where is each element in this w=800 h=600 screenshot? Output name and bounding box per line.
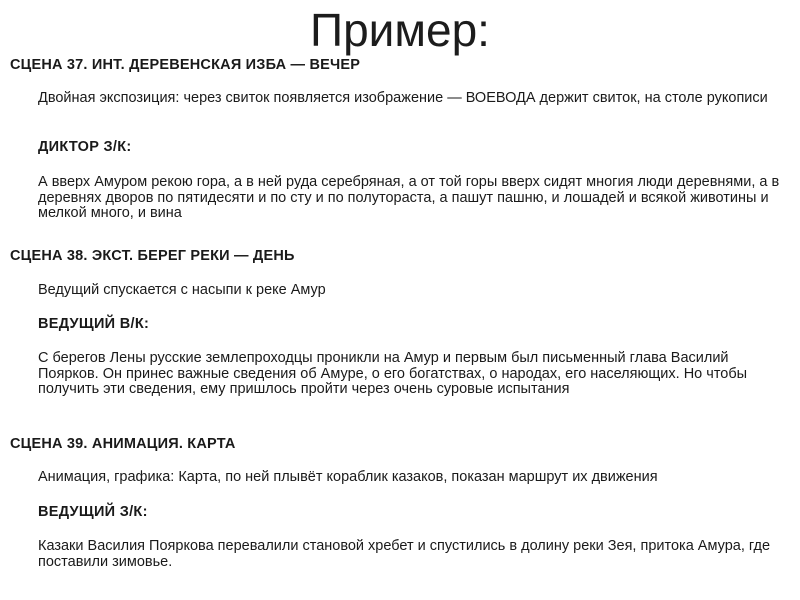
scene-39-character: ВЕДУЩИЙ З/К: bbox=[38, 504, 148, 520]
scene-37-action: Двойная экспозиция: через свиток появляется изображение — ВОЕВОДА держит свиток, на столе рукописи bbox=[38, 90, 768, 106]
scene-39-dialogue: Казаки Василия Пояркова перевалили становой хребет и спустились в долину реки Зея, притока Амура, где поставили зимовье. bbox=[38, 538, 771, 570]
scene-heading-37: СЦЕНА 37. ИНТ. ДЕРЕВЕНСКАЯ ИЗБА — ВЕЧЕР bbox=[10, 57, 361, 73]
scene-heading-38: СЦЕНА 38. ЭКСТ. БЕРЕГ РЕКИ — ДЕНЬ bbox=[10, 248, 295, 264]
scene-39-action: Анимация, графика: Карта, по ней плывёт кораблик казаков, показан маршрут их движения bbox=[38, 469, 658, 485]
scene-37-dialogue: А вверх Амуром рекою гора, а в ней руда серебряная, а от той горы вверх сидят многия люди деревнями, а в деревнях дворов по пятидесяти и по сту и по полутораста, а пашут пашню, и лошадей и всякой животины и мелкой много, и вина bbox=[38, 174, 780, 221]
scene-38-dialogue: С берегов Лены русские землепроходцы проникли на Амур и первым был письменный глава Василий Поярков. Он принес важные сведения об Амуре, о его богатствах, о народах, его населяющих. Но чтобы получить эти сведения, ему пришлось пройти через очень суровые испытания bbox=[38, 350, 748, 397]
scene-37-character: ДИКТОР З/К: bbox=[38, 139, 132, 155]
page-title: Пример: bbox=[310, 4, 490, 56]
scene-heading-39: СЦЕНА 39. АНИМАЦИЯ. КАРТА bbox=[10, 436, 236, 452]
scene-38-action: Ведущий спускается с насыпи к реке Амур bbox=[38, 282, 326, 298]
scene-38-character: ВЕДУЩИЙ В/К: bbox=[38, 316, 150, 332]
